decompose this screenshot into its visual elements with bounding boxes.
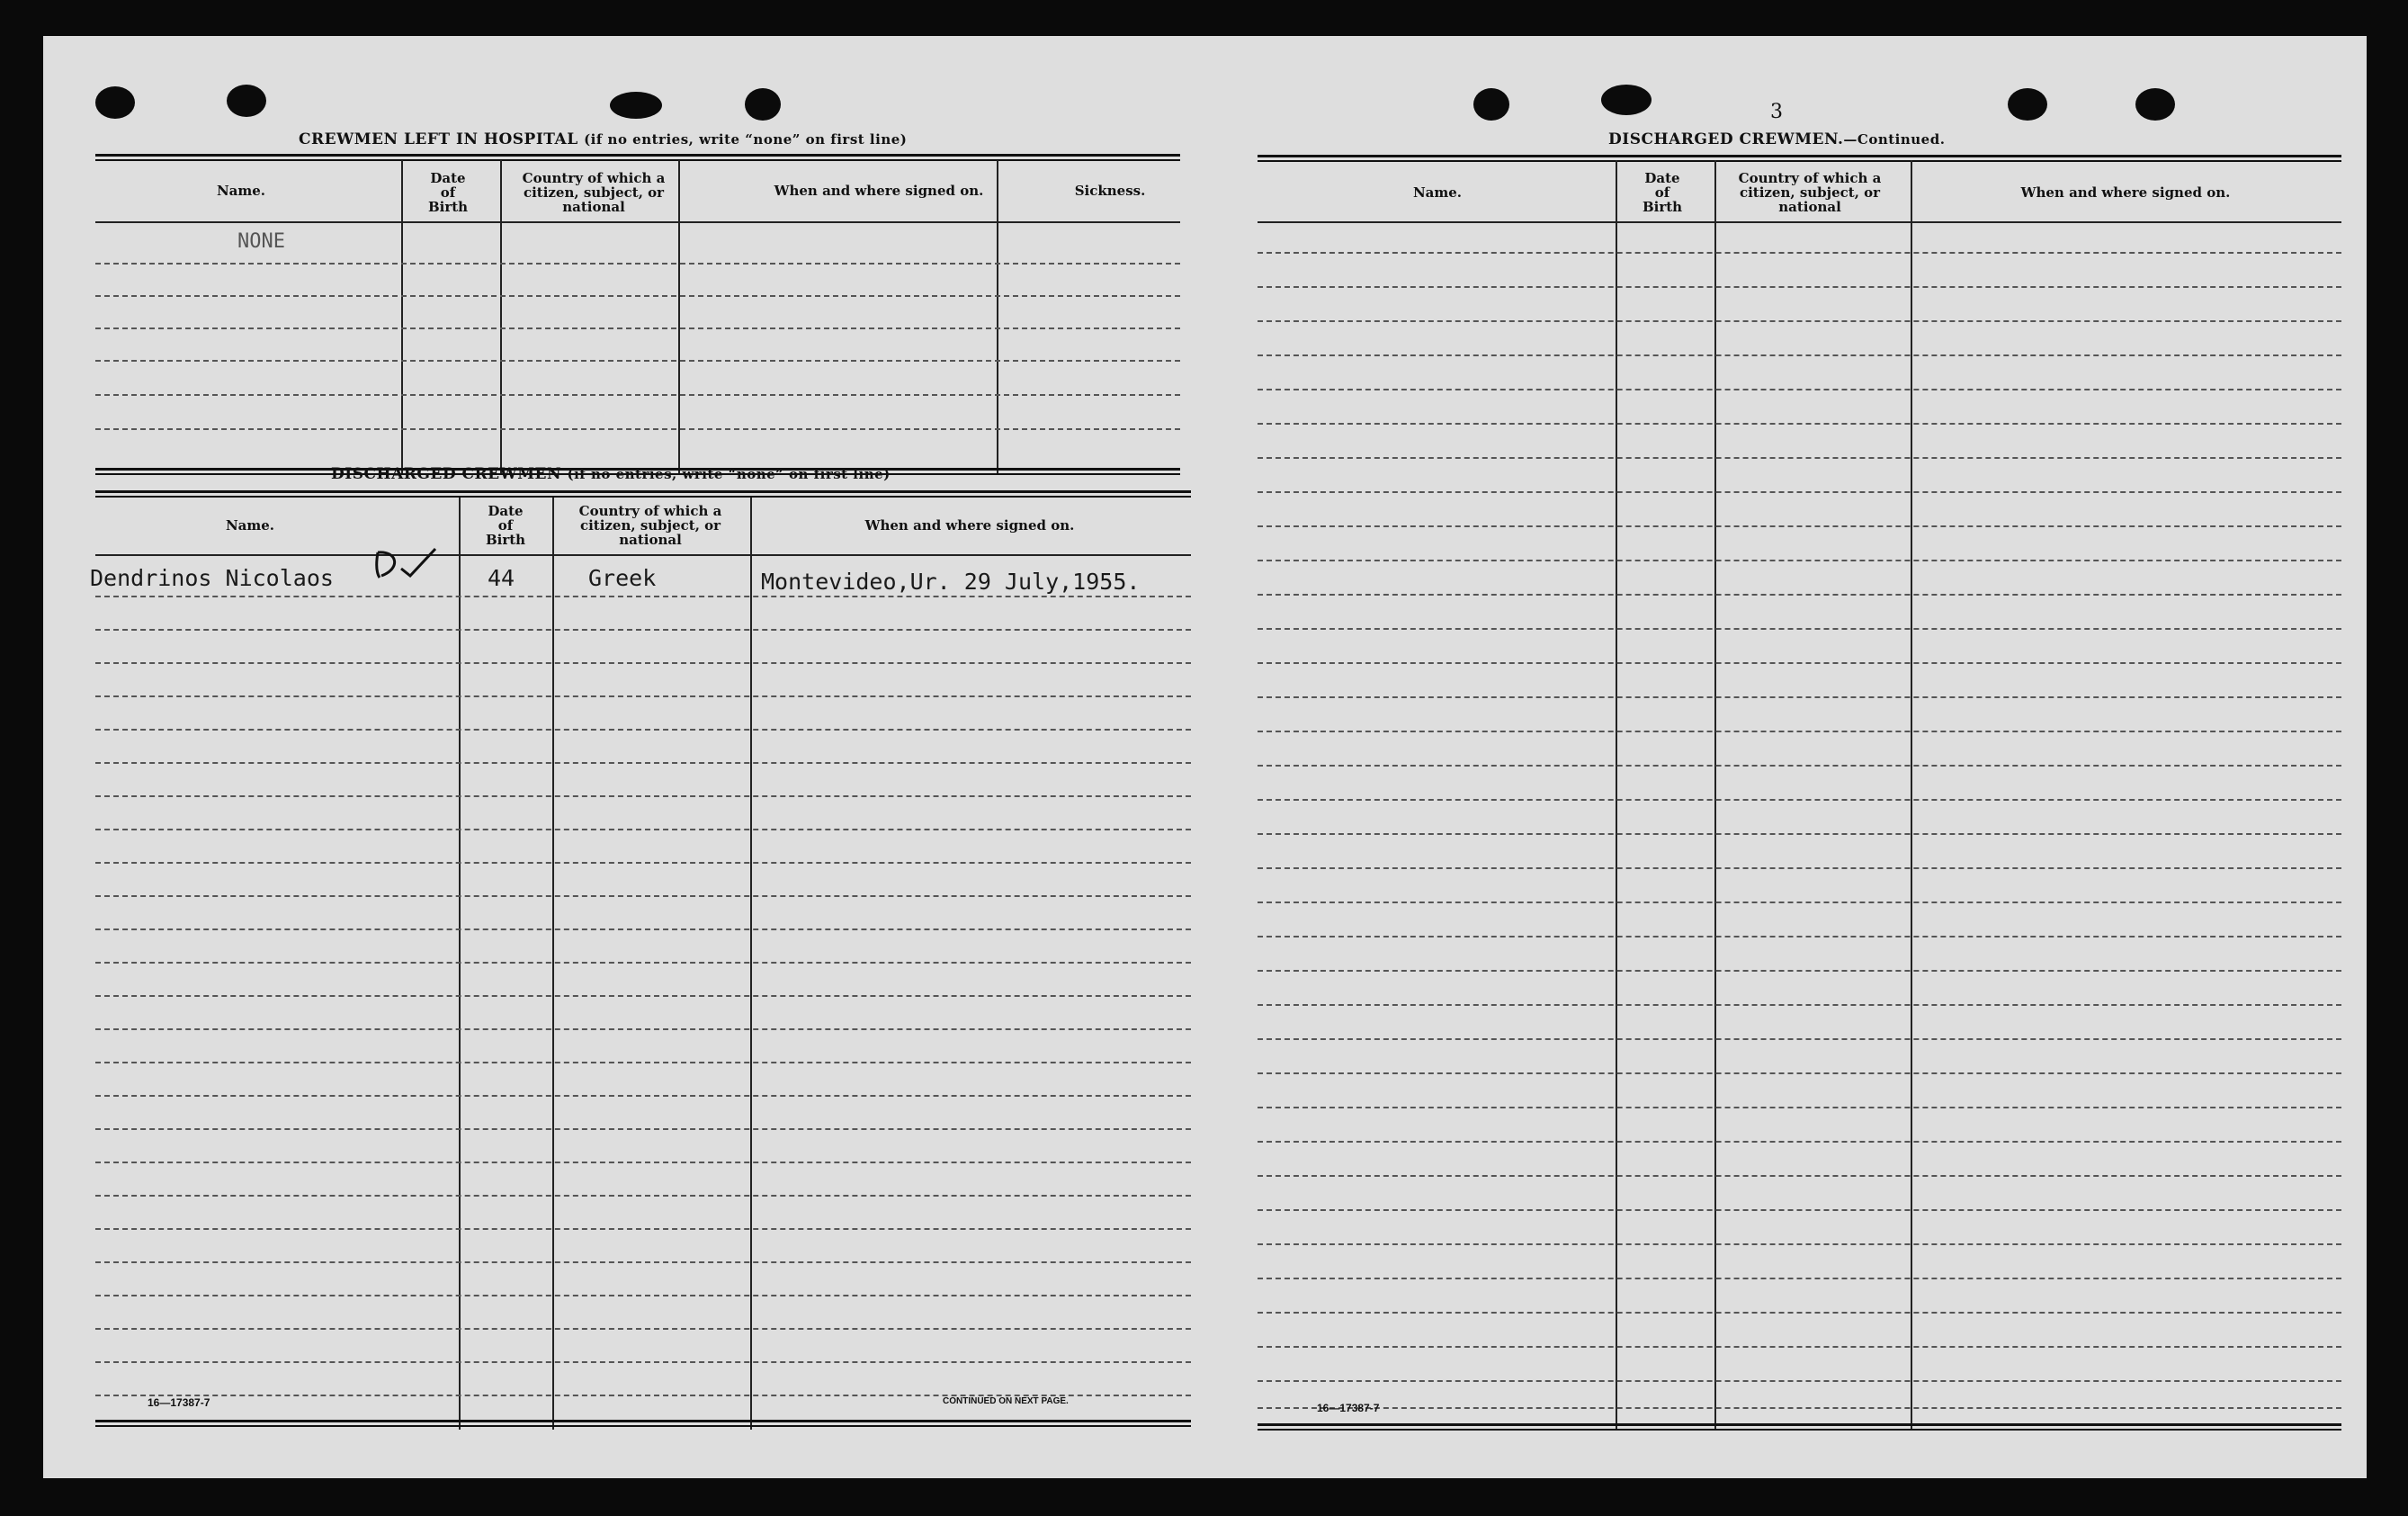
column-divider <box>750 498 752 1430</box>
punch-hole <box>1601 85 1652 115</box>
header-rule <box>95 554 1191 556</box>
column-header-country: Country of which a citizen, subject, or national <box>578 503 722 548</box>
punch-hole <box>2135 88 2175 121</box>
section-rule <box>95 1420 1191 1427</box>
form-number: 16—17387-7 <box>148 1396 210 1409</box>
section-rule <box>1258 1423 2341 1431</box>
column-header-sickness: Sickness. <box>1074 183 1146 199</box>
column-divider <box>459 498 461 1430</box>
section-rule <box>95 490 1191 498</box>
crew-signed-on: Montevideo,Ur. 29 July,1955. <box>761 569 1141 595</box>
column-header-name: Name. <box>1412 184 1463 201</box>
header-rule <box>95 221 1180 223</box>
handwritten-checkmark-icon <box>371 542 452 587</box>
punch-hole <box>610 92 662 119</box>
column-divider <box>1911 160 1912 1431</box>
column-header-dob: Date of Birth <box>1642 170 1683 215</box>
column-divider <box>1616 160 1617 1431</box>
column-divider <box>1714 160 1716 1431</box>
column-divider <box>997 160 998 473</box>
punch-hole <box>745 88 781 121</box>
column-header-country: Country of which a citizen, subject, or national <box>522 170 666 215</box>
column-divider <box>401 160 403 473</box>
continued-section-title: DISCHARGED CREWMEN.—Continued. <box>1608 130 1946 148</box>
punch-hole <box>95 86 135 119</box>
column-header-signed: When and where signed on. <box>2020 184 2231 201</box>
header-rule <box>1258 221 2341 223</box>
punch-hole <box>227 85 266 117</box>
column-header-name: Name. <box>216 183 266 199</box>
punch-hole <box>1473 88 1509 121</box>
crew-dob: 44 <box>488 565 515 591</box>
column-header-signed: When and where signed on. <box>774 183 984 199</box>
punch-hole <box>2008 88 2047 121</box>
column-header-dob: Date of Birth <box>427 170 469 215</box>
document-sheet <box>43 36 2367 1478</box>
page-number: 3 <box>1770 101 1783 123</box>
hospital-entry-none: NONE <box>237 230 285 253</box>
continued-note: CONTINUED ON NEXT PAGE. <box>943 1396 1069 1406</box>
column-header-country: Country of which a citizen, subject, or national <box>1738 170 1882 215</box>
section-rule <box>95 154 1180 161</box>
section-rule <box>1258 155 2341 162</box>
column-divider <box>678 160 680 473</box>
column-header-signed: When and where signed on. <box>864 517 1075 534</box>
crew-country: Greek <box>588 565 657 591</box>
column-divider <box>552 498 554 1430</box>
hospital-section-title: CREWMEN LEFT IN HOSPITAL (if no entries, write “none” on first line) <box>299 130 908 148</box>
discharged-section-title: DISCHARGED CREWMEN (if no entries, write “none” on first line) <box>331 465 891 483</box>
column-divider <box>500 160 502 473</box>
column-header-name: Name. <box>225 517 275 534</box>
form-number: 16—17387-7 <box>1317 1402 1380 1414</box>
column-header-dob: Date of Birth <box>485 503 526 548</box>
crew-name: Dendrinos Nicolaos <box>90 565 334 591</box>
